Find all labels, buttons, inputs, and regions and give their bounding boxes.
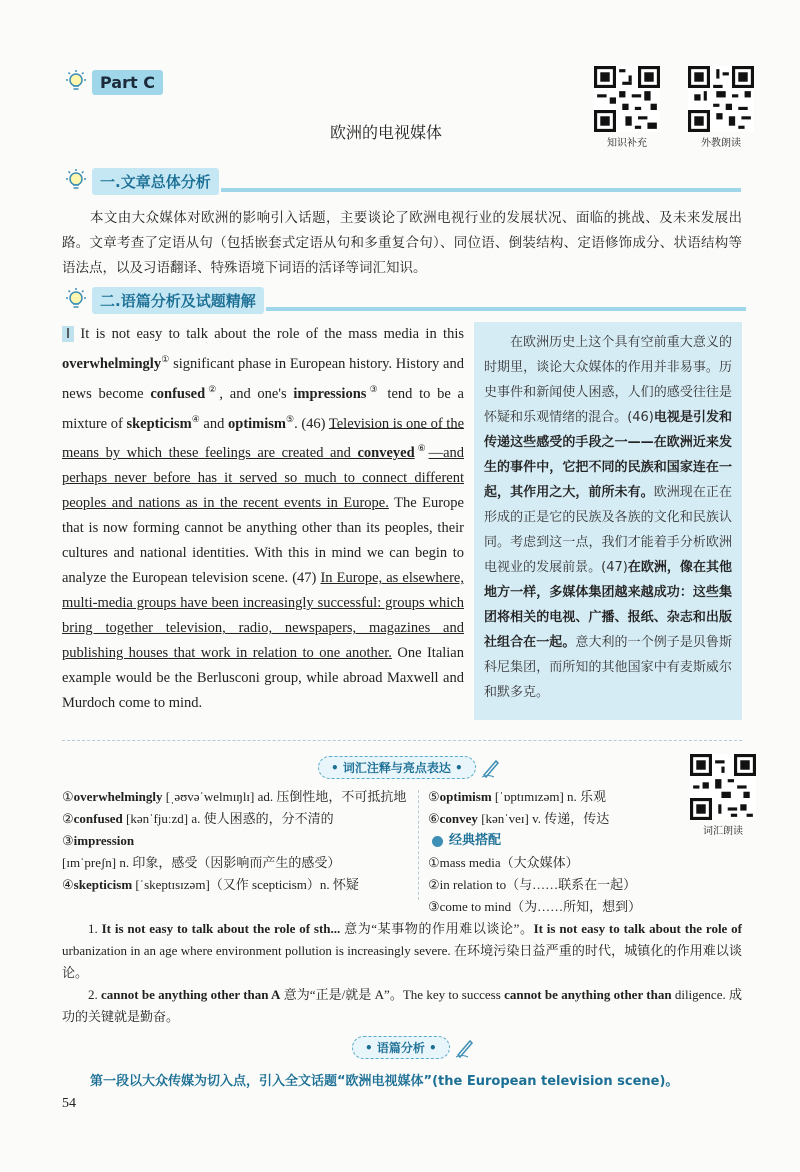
section-heading-label: 一.文章总体分析	[92, 168, 219, 195]
pen-icon	[480, 757, 502, 779]
collocation-item: ③come to mind（为……所知，想到）	[428, 899, 642, 914]
qr-caption: 词汇朗读	[703, 826, 743, 837]
lightbulb-icon	[62, 286, 90, 314]
part-header	[62, 68, 163, 96]
vocab-column-divider	[418, 790, 419, 900]
analysis-text: 第一段以大众传媒为切入点，引入全文话题“欧洲电视媒体”(the European television scene)。	[90, 1074, 679, 1089]
analysis-header	[352, 1036, 476, 1059]
qr-code-knowledge[interactable]	[594, 66, 660, 149]
qr-caption: 知识补充	[607, 138, 647, 149]
chinese-translation-panel: 在欧洲历史上这个具有空前重大意义的时期里，谈论大众媒体的作用并非易事。历史事件和新闻使人困惑，人们的感受往往是怀疑和乐观情绪的混合。(46)电视是引发和传递这些感受的手段之一——在欧洲近来发生的事件中，它把不同的民族和国家连在一起，其作用之大，前所未有。欧洲现在正在形成的正是它的民族及各族的文化和民族认同。考虑到这一点，我们才能着手分析欧洲电视业的发展前景。(47)在欧洲，像在其他地方一样，多媒体集团越来越成功：这些集团将相关的电视、广播、报纸、杂志和出版社组合在一起。意大利的一个例子是贝鲁斯科尼集团，而所知的其他国家中有麦斯威尔和默多克。	[474, 322, 742, 720]
collocation-item: ①mass media（大众媒体）	[428, 855, 579, 870]
heading-rule	[266, 307, 746, 311]
vocab-word: overwhelmingly	[62, 355, 162, 372]
qr-code-icon	[594, 66, 660, 132]
vocab-word: confused	[150, 385, 206, 402]
vocab-item: ④skepticism [ˈskeptɪsɪzəm]（又作 scepticism）n. 怀疑	[62, 877, 359, 892]
section-heading-text-analysis	[62, 285, 746, 315]
grammar-notes	[62, 918, 742, 1028]
underlined-question-47: In Europe, as elsewhere, multi-media groups have been increasingly successful: groups which bring together television, radio, newspapers, magazines and publishing houses that work in relation to one another.	[62, 570, 464, 662]
overall-analysis-text: 本文由大众媒体对欧洲的影响引入话题，主要谈论了欧洲电视行业的发展状况、面临的挑战、及未来发展出路。文章考查了定语从句（包括嵌套式定语从句和多重复合句）、同位语、倒装结构、定语修饰成分、状语结构等语法点，以及习语翻译、特殊语境下词语的活译等词汇知识。	[62, 210, 742, 276]
dot-icon	[432, 836, 443, 847]
vocab-item: ⑥convey [kənˈveɪ] v. 传递，传达	[428, 811, 610, 826]
analysis-pill: • 语篇分析 •	[352, 1036, 450, 1059]
vocab-list-left	[62, 786, 410, 896]
underlined-question-46-cont: —and perhaps never before has it served so much to connect different peoples and nations as in the recent events in Europe.	[62, 445, 464, 512]
vocab-item: ⑤optimism [ˈɒptɪmɪzəm] n. 乐观	[428, 789, 607, 804]
collocation-item: ②in relation to（与……联系在一起）	[428, 877, 637, 892]
vocab-item: ②confused [kənˈfjuːzd] a. 使人困惑的，分不清的	[62, 811, 334, 826]
collocation-title: 经典搭配	[449, 833, 502, 848]
qr-code-icon	[690, 754, 756, 820]
underlined-question-46: Television is one of the means by which these feelings are created and	[62, 415, 464, 462]
translation-highlight-46: 电视是引发和传递这些感受的手段之一——在欧洲近来发生的事件中，它把不同的民族和国家连在一起，其作用之大，前所未有。	[484, 410, 732, 500]
translation-highlight-47: 在欧洲，像在其他地方一样，多媒体集团越来越成功：这些集团将相关的电视、广播、报纸、杂志和出版社组合在一起。	[484, 560, 732, 650]
heading-rule	[221, 188, 741, 192]
lightbulb-icon	[62, 167, 90, 195]
qr-code-vocab[interactable]	[690, 754, 756, 837]
vocab-item: ①overwhelmingly [ˌəʊvəˈwelmɪŋlɪ] ad. 压倒性地，不可抵抗地	[62, 789, 407, 804]
vocab-word: impressions	[293, 385, 367, 402]
vocab-header	[318, 756, 502, 779]
pen-icon	[454, 1037, 476, 1059]
divider	[62, 740, 742, 741]
section-heading-label: 二.语篇分析及试题精解	[92, 287, 264, 314]
vocab-word: conveyed	[357, 445, 415, 462]
page-title: 欧洲的电视媒体	[330, 123, 443, 142]
part-label: Part C	[92, 70, 163, 95]
note-item: 2. cannot be anything other than A 意为“正是/就是 A”。The key to success cannot be anything other than diligence. 成功的关键就是勤奋。	[62, 987, 743, 1024]
english-passage: I It is not easy to talk about the role of the mass media in this overwhelmingly① significant phase in European history. History and news become confused②, and one's impressions③ tend to be a mixture of skepticism④ and optimism⑤. (46) Television is one of the means by which these feelings are created and conveyed⑥—and perhaps never before has it served so much to connect different peoples and nations as in the recent events in Europe. The Europe that is now forming cannot be anything other than its peoples, their cultures and national identities. With this in mind we can begin to analyze the European television scene. (47) In Europe, as elsewhere, multi-media groups have been increasingly successful: groups which bring together television, radio, newspapers, magazines and publishing houses that work in relation to one another. One Italian example would be the Berlusconi group, while abroad Maxwell and Murdoch come to mind.	[62, 326, 464, 712]
section-heading-overall-analysis	[62, 166, 741, 196]
note-item: 1. It is not easy to talk about the role of sth... 意为“某事物的作用难以谈论”。It is not easy to talk about the role of urbanization in an age where environment pollution is increasingly severe. 在环境污染日益严重的时代，城镇化的作用难以谈论。	[62, 921, 743, 980]
qr-caption: 外教朗读	[701, 138, 741, 149]
qr-code-icon	[688, 66, 754, 132]
paragraph-marker: I	[62, 326, 74, 342]
vocab-pill: • 词汇注释与亮点表达 •	[318, 756, 476, 779]
lightbulb-icon	[62, 68, 90, 96]
page-number: 54	[62, 1096, 76, 1111]
qr-code-reading[interactable]	[688, 66, 754, 149]
collocation-title-row	[428, 830, 688, 852]
vocab-list-right	[428, 786, 688, 918]
vocab-item: ③impression [ɪmˈpreʃn] n. 印象，感受（因影响而产生的感受）	[62, 833, 341, 870]
vocab-word: optimism	[228, 415, 286, 432]
vocab-word: skepticism	[126, 415, 192, 432]
